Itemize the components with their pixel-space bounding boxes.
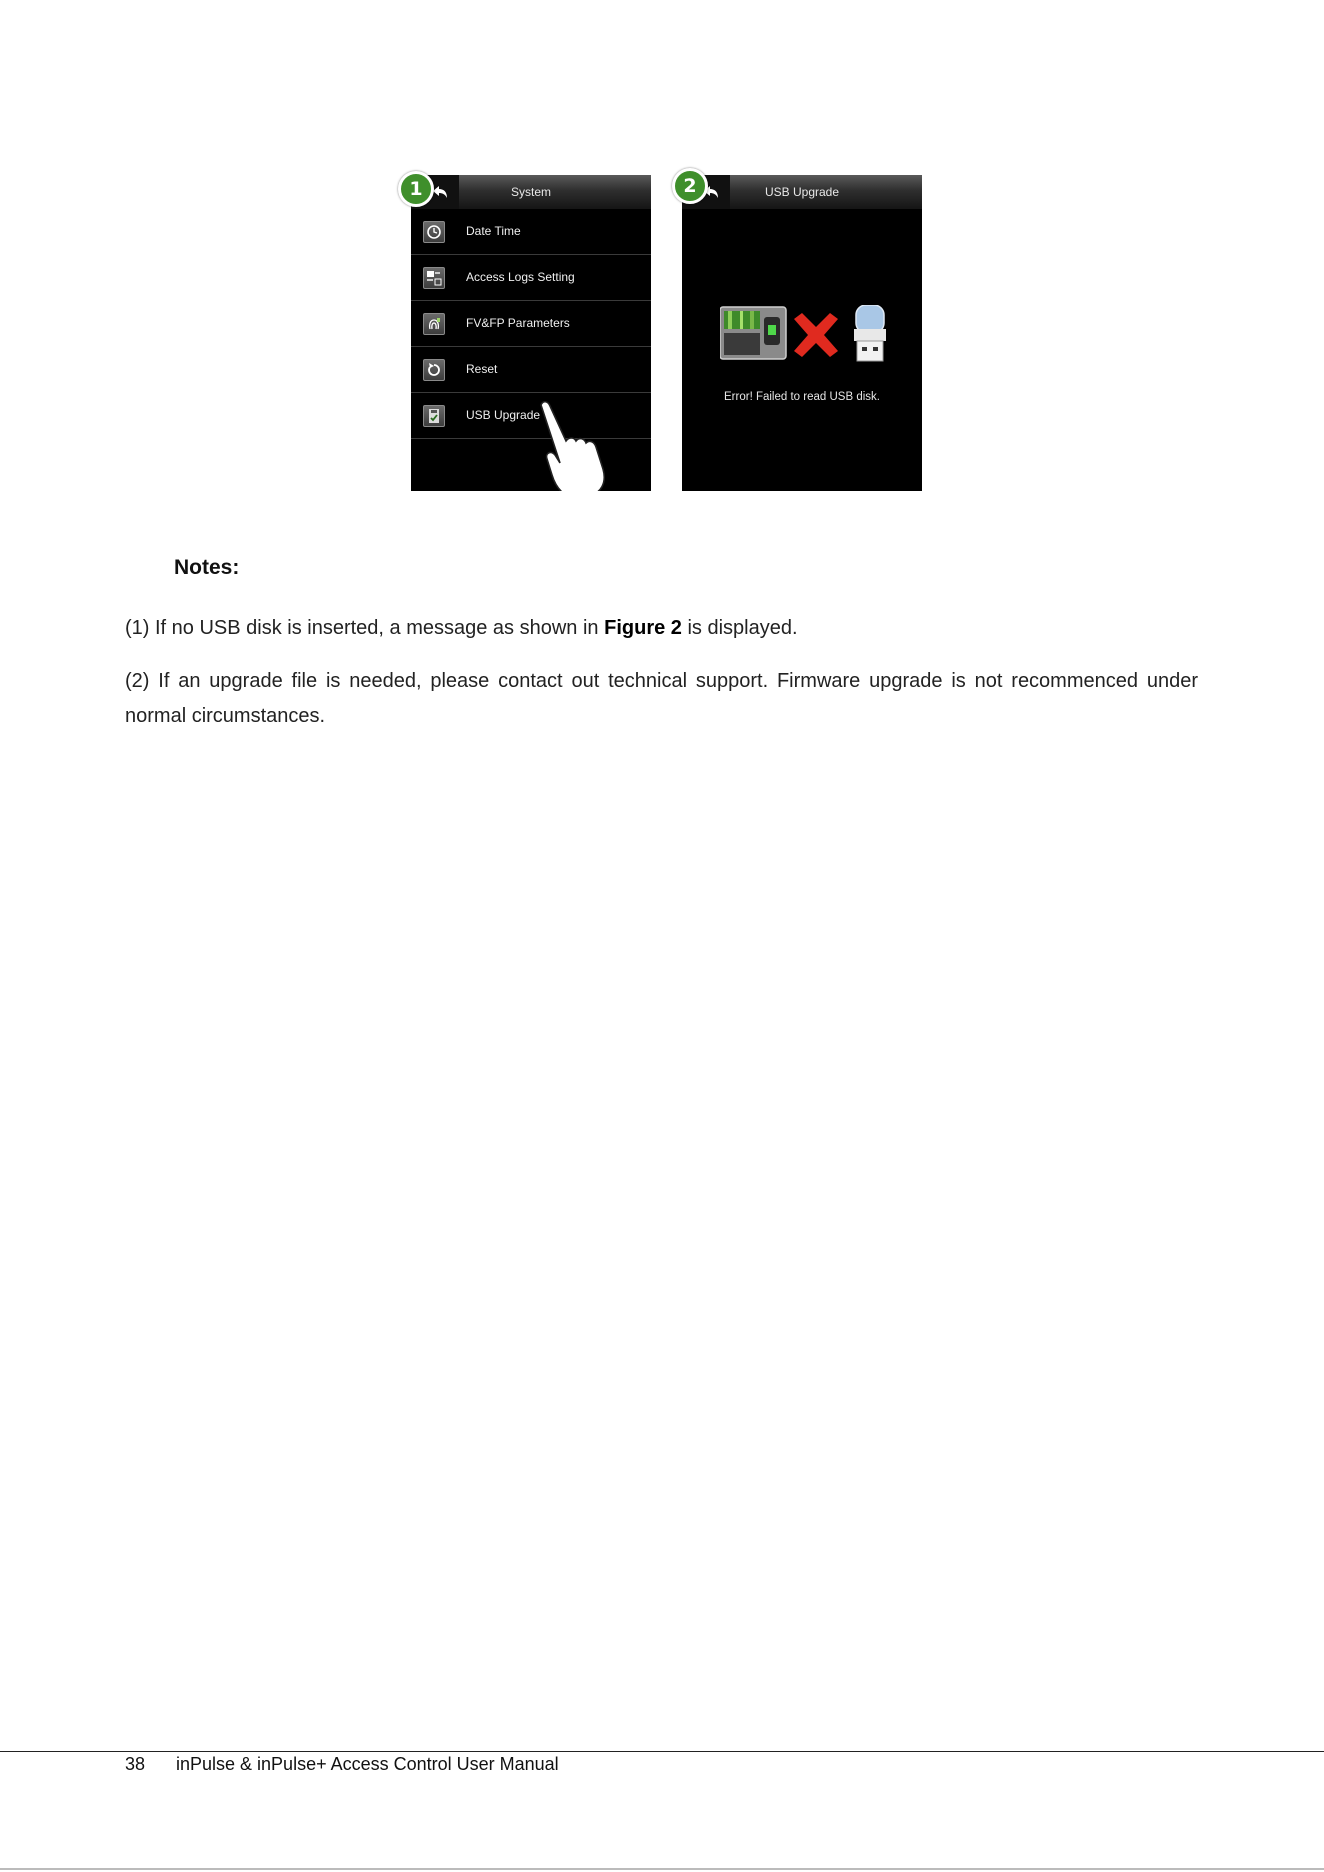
- clock-icon: [423, 221, 445, 243]
- reset-icon: [423, 359, 445, 381]
- note-item-2: (2) If an upgrade file is needed, please contact out technical support. Firmware upgrade is not recommenced under normal circumstances.: [125, 670, 1198, 727]
- device-icon: [720, 307, 786, 359]
- logs-icon: [423, 267, 445, 289]
- menu-item-reset[interactable]: [411, 347, 651, 393]
- pointing-hand-icon: [539, 397, 609, 491]
- figure-reference: Figure 2: [604, 617, 682, 639]
- fingerprint-icon: [423, 313, 445, 335]
- error-x-icon: [794, 313, 838, 357]
- usb-upgrade-icon: [423, 405, 445, 427]
- menu-item-label: Reset: [466, 362, 498, 376]
- usb-upgrade-screen: [682, 175, 922, 491]
- menu-item-usb-upgrade[interactable]: [411, 393, 651, 439]
- usb-read-failure-graphic: [720, 305, 890, 365]
- menu-item-label: Access Logs Setting: [466, 270, 575, 284]
- error-message: Error! Failed to read USB disk.: [724, 391, 880, 403]
- menu-item-label: Date Time: [466, 224, 521, 238]
- step-badge-2: 2: [672, 168, 708, 204]
- notes-heading: Notes:: [174, 556, 240, 579]
- page-number: 38: [125, 1754, 146, 1774]
- manual-title: inPulse & inPulse+ Access Control User Manual: [176, 1754, 559, 1774]
- usb-drive-icon: [854, 305, 886, 361]
- menu-item-label: FV&FP Parameters: [466, 316, 570, 330]
- bottom-edge-divider: [0, 1868, 1324, 1870]
- system-menu-screen: [411, 175, 651, 491]
- note-text: (1) If no USB disk is inserted, a message as shown in: [125, 617, 605, 639]
- note-item-1: [125, 611, 1198, 646]
- menu-item-date-time[interactable]: [411, 209, 651, 255]
- step-badge-1: 1: [398, 171, 434, 207]
- note-text: is displayed.: [681, 617, 798, 639]
- menu-item-fv-fp-parameters[interactable]: [411, 301, 651, 347]
- system-menu: [411, 209, 651, 439]
- menu-item-label: USB Upgrade: [466, 408, 541, 422]
- screen-title: USB Upgrade: [764, 185, 840, 199]
- screen-title: System: [510, 185, 551, 199]
- footer-divider: [0, 1751, 1324, 1752]
- menu-item-access-logs-setting[interactable]: [411, 255, 651, 301]
